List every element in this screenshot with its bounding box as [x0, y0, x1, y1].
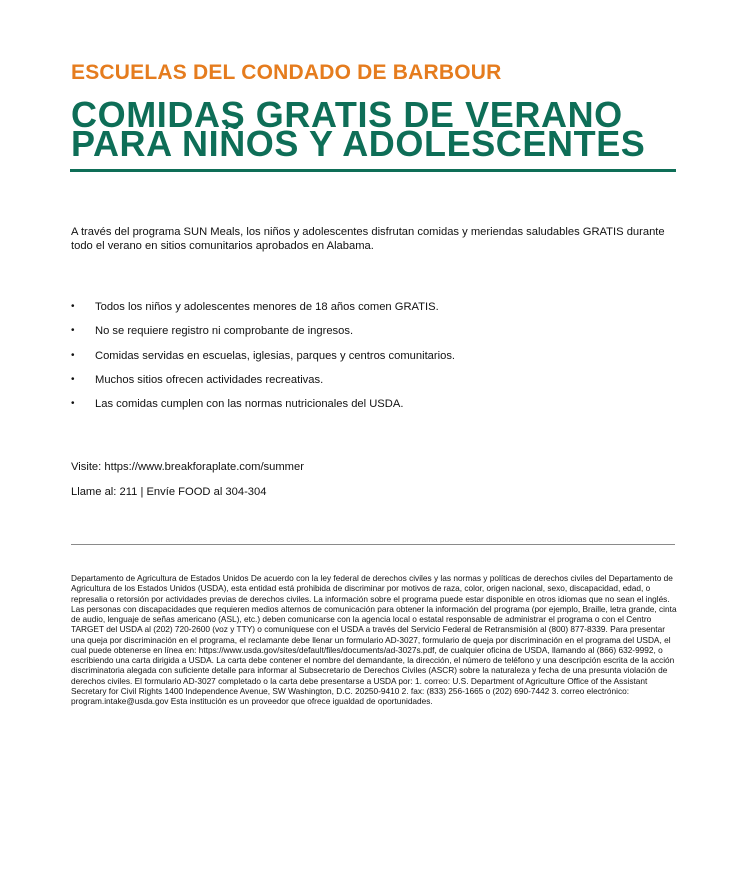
list-item — [71, 373, 455, 397]
page-title — [71, 94, 691, 164]
title-underline — [70, 169, 676, 172]
contact-info — [71, 460, 304, 510]
list-item-text: No se requiere registro ni comprobante de ingresos. — [95, 325, 354, 338]
list-item — [71, 300, 455, 324]
benefits-list — [71, 300, 455, 421]
list-item — [71, 324, 455, 348]
bullet-icon: • — [71, 373, 75, 385]
intro-paragraph: A través del programa SUN Meals, los niños y adolescentes disfrutan comidas y meriendas saludables GRATIS durante todo el verano en sitios comunitarios aprobados en Alabama. — [71, 226, 665, 252]
list-item-text: Muchos sitios ofrecen actividades recreativas. — [95, 373, 324, 386]
district-name: ESCUELAS DEL CONDADO DE BARBOUR — [71, 61, 502, 84]
bullet-icon: • — [71, 325, 75, 337]
bullet-icon: • — [71, 398, 75, 410]
title-line-2: PARA NIÑOS Y ADOLESCENTES — [71, 123, 646, 164]
phone-line: Llame al: 211 | Envíe FOOD al 304-304 — [71, 486, 267, 498]
nondiscrimination-statement: Departamento de Agricultura de Estados Unidos De acuerdo con la ley federal de derechos civiles y las normas y políticas de derechos civiles del Departamento de Agricultura de los Estados Unidos (USDA), esta entidad está prohibida de discriminar por motivos de raza, color, origen nacional, sexo, discapacidad, edad, o represalia o retorsión por actividades previas de derechos civiles. La información sobre el programa puede estar disponible en otros idiomas que no sean el inglés. Las personas con discapacidades que requieren medios alternos de comunicación para obtener la información del programa (por ejemplo, Braille, letra grande, cinta de audio, lenguaje de señas americano (ASL), etc.) deben comunicarse con la agencia local o estatal responsable de administrar el programa o con el Centro TARGET del USDA al (202) 720-2600 (voz y TTY) o comuníquese con el USDA a través del Servicio Federal de Retransmisión al (800) 877-8339. Para presentar una queja por discriminación en el programa, el reclamante debe llenar un formulario AD-3027, formulario de queja por discriminación en el programa del USDA, el cual puede obtenerse en línea en: https://www.usda.gov/sites/default/files/documents/ad-3027s.pdf, de cualquier oficina de USDA, llamando al (866) 632-9992, o escribiendo una carta dirigida a USDA. La carta debe contener el nombre del demandante, la dirección, el número de teléfono y una descripción escrita de la acción discriminatoria alegada con suficiente detalle para informar al Subsecretario de Derechos Civiles (ASCR) sobre la naturaleza y fecha de una presunta violación de derechos civiles. El formulario AD-3027 completado o la carta debe presentarse a USDA por: 1. correo: U.S. Department of Agriculture Office of the Assistant Secretary for Civil Rights 1400 Independence Avenue, SW Washington, D.C. 20250-9410 2. fax: (833) 256-1665 o (202) 690-7442 3. correo electrónico: program.intake@usda.gov Esta institución es un proveedor que ofrece igualdad de oportunidades. — [71, 573, 677, 706]
website-line: Visite: https://www.breakforaplate.com/summer — [71, 461, 304, 473]
title-line-1: COMIDAS GRATIS DE VERANO — [71, 94, 623, 135]
list-item-text: Todos los niños y adolescentes menores de 18 años comen GRATIS. — [95, 301, 439, 313]
list-item — [71, 397, 455, 421]
section-divider — [71, 544, 675, 545]
bullet-icon: • — [71, 301, 75, 312]
list-item-text: Las comidas cumplen con las normas nutricionales del USDA. — [95, 398, 404, 411]
bullet-icon: • — [71, 349, 75, 361]
list-item — [71, 349, 455, 373]
list-item-text: Comidas servidas en escuelas, iglesias, parques y centros comunitarios. — [95, 349, 456, 362]
